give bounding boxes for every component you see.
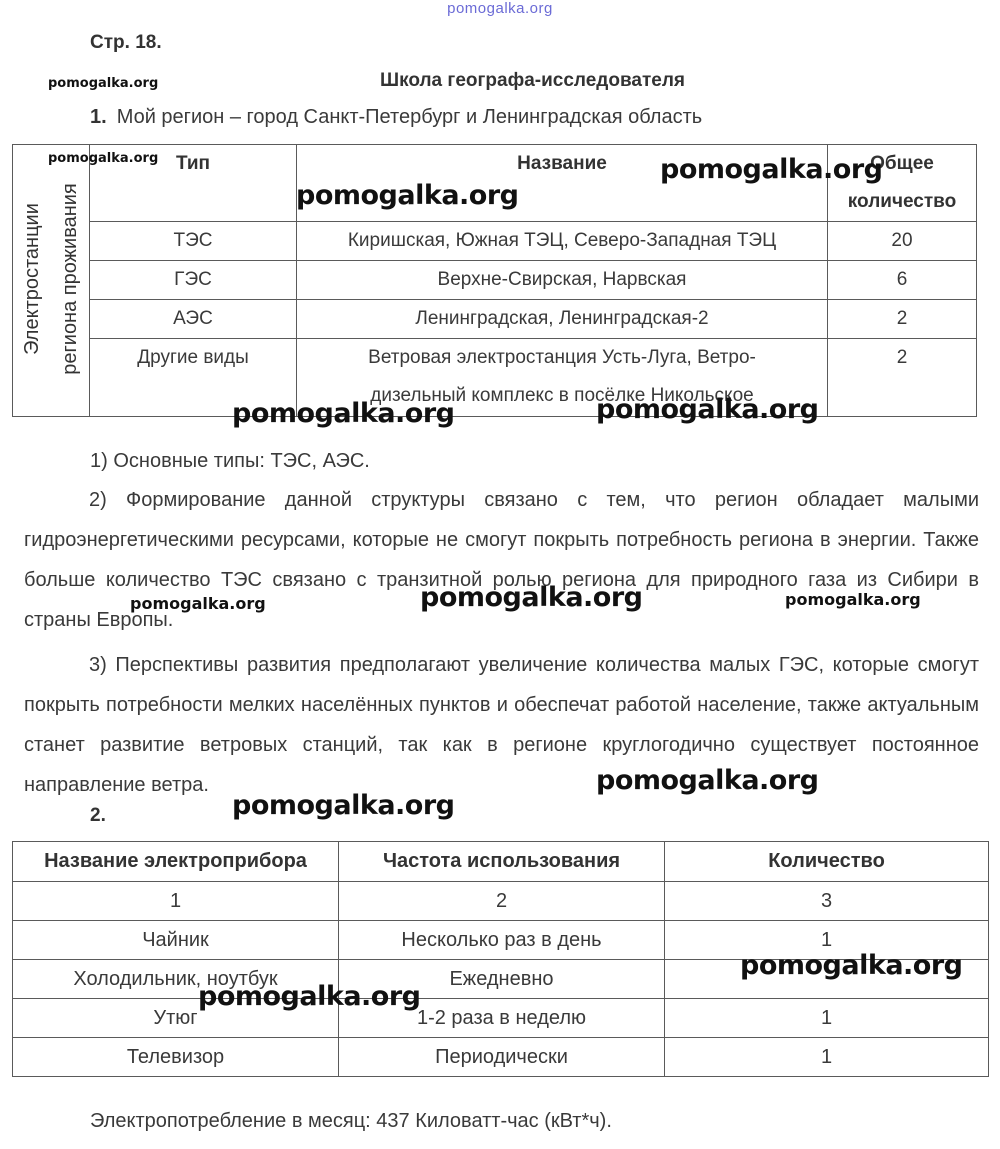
watermark: pomogalka.org [232, 398, 455, 429]
cell-quantity: 1 [665, 1038, 989, 1077]
cell-type: ТЭС [90, 222, 297, 261]
cell-appliance: Телевизор [13, 1038, 339, 1077]
cell-name: Киришская, Южная ТЭЦ, Северо-Западная ТЭЦ [297, 222, 828, 261]
watermark-top[interactable]: pomogalka.org [447, 0, 553, 17]
task-2-number: 2. [90, 805, 106, 826]
watermark: pomogalka.org [785, 590, 921, 609]
watermark: pomogalka.org [48, 151, 159, 166]
cell-count: 2 [828, 300, 977, 339]
cell-name: Верхне-Свирская, Нарвская [297, 261, 828, 300]
table-side-label [13, 145, 90, 417]
cell-count: 20 [828, 222, 977, 261]
cell-type: ГЭС [90, 261, 297, 300]
table-row [13, 339, 977, 417]
header-count-line1: Общее [870, 153, 934, 174]
cell-frequency: 1-2 раза в неделю [339, 999, 665, 1038]
cell-frequency: Несколько раз в день [339, 921, 665, 960]
watermark: pomogalka.org [198, 981, 421, 1012]
header-frequency: Частота использования [339, 842, 665, 882]
table-row [13, 999, 989, 1038]
cell-quantity: 1 [665, 999, 989, 1038]
table-row [13, 300, 977, 339]
side-label-line1: Электростанции [21, 203, 43, 355]
watermark: pomogalka.org [48, 76, 159, 91]
answer-2: 2) Формирование данной структуры связано с тем, что регион обладает малыми гидроэнергетическими ресурсами, которые не смогут покрыть потребность региона в энергии. Также больше количество ТЭС связано с транзитной ролью региона для природного газа из Сибири в страны Европы. [24, 489, 979, 631]
task-1-title [90, 106, 702, 129]
cell-frequency: Ежедневно [339, 960, 665, 999]
task-1-number: 1. [90, 106, 107, 128]
cell-appliance: Утюг [13, 999, 339, 1038]
cell-name-line2: дизельный комплекс в посёлке Никольское [370, 385, 754, 406]
cell-appliance: Холодильник, ноутбук [13, 960, 339, 999]
cell-frequency: 2 [339, 882, 665, 921]
page-label: Стр. 18. [90, 32, 162, 53]
answer-1: 1) Основные типы: ТЭС, АЭС. [90, 450, 370, 472]
cell-name-line1: Ветровая электростанция Усть-Луга, Ветро- [368, 347, 756, 368]
table-row [13, 1038, 989, 1077]
table-row [13, 261, 977, 300]
cell-quantity: 1 [665, 921, 989, 960]
cell-name: Ленинградская, Ленинградская-2 [297, 300, 828, 339]
cell-appliance: Чайник [13, 921, 339, 960]
cell-type: Другие виды [90, 339, 297, 417]
table-row [13, 882, 989, 921]
task-1-text: Мой регион – город Санкт-Петербург и Ленинградская область [116, 106, 703, 128]
header-quantity: Количество [665, 842, 989, 882]
watermark: pomogalka.org [740, 950, 963, 981]
watermark: pomogalka.org [660, 154, 883, 185]
header-name: Название [297, 145, 828, 222]
section-heading: Школа географа-исследователя [380, 70, 685, 91]
watermark: pomogalka.org [130, 594, 266, 613]
cell-quantity: 3 [665, 882, 989, 921]
answer-3: 3) Перспективы развития предполагают увеличение количества малых ГЭС, которые смогут покрыть потребности мелких населённых пунктов и обеспечат работой население, также актуальным станет развитие ветровых станций, так как в регионе круглогодично существует постоянное направление ветра. [24, 654, 979, 796]
header-count-line2: количество [847, 191, 957, 212]
watermark: pomogalka.org [296, 180, 519, 211]
cell-count: 6 [828, 261, 977, 300]
watermark: pomogalka.org [596, 394, 819, 425]
table-row [13, 222, 977, 261]
watermark: pomogalka.org [596, 765, 819, 796]
header-appliance: Название электроприбора [13, 842, 339, 882]
watermark: pomogalka.org [232, 790, 455, 821]
cell-type: АЭС [90, 300, 297, 339]
cell-frequency: Периодически [339, 1038, 665, 1077]
header-type: Тип [90, 145, 297, 222]
consumption-summary: Электропотребление в месяц: 437 Киловатт-час (кВт*ч). [90, 1110, 612, 1132]
side-label-line2: региона проживания [59, 183, 81, 375]
cell-count: 2 [828, 339, 977, 417]
watermark: pomogalka.org [420, 582, 643, 613]
cell-appliance: 1 [13, 882, 339, 921]
